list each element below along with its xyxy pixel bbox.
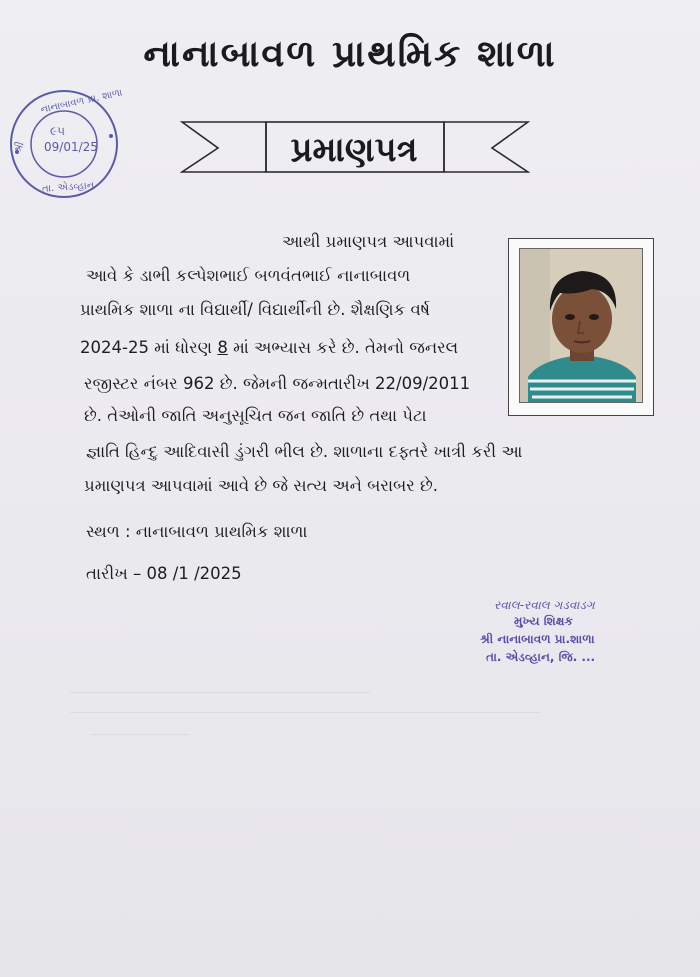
bleed-line <box>70 692 370 693</box>
stamp-number: ૯૫ <box>50 124 65 138</box>
year-text-rest: માં અભ્યાસ કરે છે. તેમનો જનરલ <box>233 338 459 357</box>
body-line-6: છે. તેઓની જાતિ અનુસૂચિત જન જાતિ છે તથા પેટા <box>84 406 427 425</box>
body-line-7: જ્ઞાતિ હિન્દુ આદિવાસી ડુંગરી ભીલ છે. શાળાના દફ્તરે ખાત્રી કરી આ <box>86 442 523 461</box>
certificate-heading: પ્રમાણપત્ર <box>290 130 418 170</box>
stamp-ring-left: શ્રી <box>12 140 27 155</box>
body-line-5: રજીસ્ટર નંબર 962 છે. જેમની જન્મતારીખ 22/09/2011 <box>84 374 471 393</box>
body-line-3: પ્રાથમિક શાળા ના વિદ્યાર્થી/ વિદ્યાર્થીની છે. શૈક્ષણિક વર્ષ <box>80 300 430 319</box>
bleed-line <box>70 712 540 713</box>
headmaster-school: શ્રી નાનાબાવળ પ્રા.શાળા <box>480 632 595 646</box>
stamp-date: 09/01/25 <box>44 140 98 154</box>
student-photo-frame <box>508 238 654 416</box>
place-line: સ્થળ : નાનાબાવળ પ્રાથમિક શાળા <box>86 522 308 541</box>
school-title: નાનાબાવળ પ્રાથમિક શાળા <box>143 32 557 75</box>
date-line: તારીખ – 08 /1 /2025 <box>86 564 242 583</box>
student-photo <box>519 248 643 403</box>
standard-value: 8 <box>217 338 228 357</box>
body-line-8: પ્રમાણપત્ર આપવામાં આવે છે જે સત્ય અને બરાબર છે. <box>84 476 439 495</box>
headmaster-taluka: તા. એડવ્હાન, જિ. ... <box>486 650 596 664</box>
body-line-2: આવે કે ડાભી કલ્પેશભાઈ બળવંતભાઈ નાનાબાવળ <box>86 266 411 285</box>
stamp-ring-bottom: તા. એડવ્હાન <box>41 180 95 195</box>
bleed-line <box>90 734 190 735</box>
body-line-4 <box>80 338 458 358</box>
year-text: 2024-25 માં ધોરણ <box>80 338 213 357</box>
body-line-1: આથી પ્રમાણપત્ર આપવામાં <box>282 232 455 251</box>
stamp-ring-top: નાનાબાવળ પ્રા. શાળા <box>39 87 124 116</box>
headmaster-role: મુખ્ય શિક્ષક <box>514 614 573 628</box>
headmaster-signature: રવાલ-રવાલ ગડવાડગ <box>494 598 595 612</box>
